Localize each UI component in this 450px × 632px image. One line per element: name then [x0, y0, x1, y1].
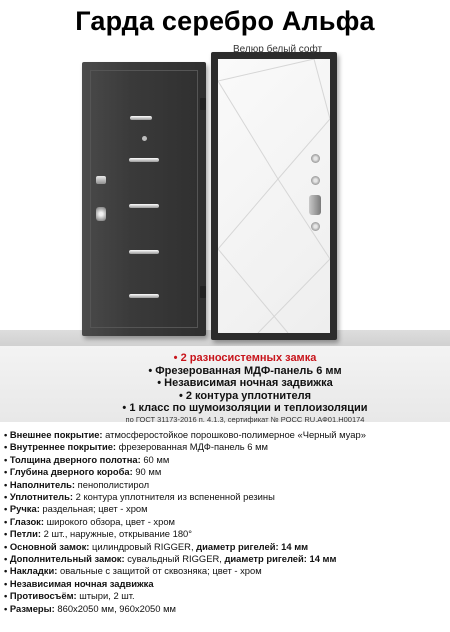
- certificate-note: по ГОСТ 31173-2016 п. 4.1.3, сертификат № РОСС RU.АФ01.Н00174: [125, 414, 365, 424]
- spec-row: [4, 503, 448, 515]
- spec-key: • Петли:: [4, 528, 42, 540]
- keyhole-cover-icon: [311, 222, 320, 231]
- night-latch-icon: [311, 154, 320, 163]
- door-handle-icon: [96, 176, 106, 184]
- thumb-turn-icon: [311, 176, 320, 185]
- spec-value: атмосферостойкое порошково-полимерное «Черный муар»: [102, 429, 366, 440]
- door-front-frame: [90, 70, 198, 328]
- spec-value: 860х2050 мм, 960х2050 мм: [54, 602, 176, 614]
- spec-row: [4, 441, 448, 453]
- chrome-insert: [129, 250, 159, 254]
- peephole-icon: [142, 136, 147, 141]
- spec-key: • Уплотнитель:: [4, 491, 74, 503]
- spec-row: [4, 528, 448, 540]
- spec-row: [4, 590, 448, 602]
- spec-key: • Глазок:: [4, 515, 44, 527]
- hinge-icon: [200, 286, 206, 298]
- lock-cylinder-icon: [96, 207, 106, 221]
- spec-row: [4, 491, 448, 503]
- feature-item: • 2 контура уплотнителя: [178, 389, 312, 402]
- finish-caption: Велюр белый софт: [233, 44, 323, 55]
- spec-key: • Внутреннее покрытие:: [4, 441, 117, 453]
- spec-key: • Ручка:: [4, 503, 40, 515]
- spec-key: • Основной замок:: [4, 540, 90, 552]
- spec-value: 2 шт., наружные, открывание 180°: [41, 528, 193, 540]
- spec-key: • Дополнительный замок:: [4, 553, 125, 565]
- specs-list: [4, 429, 448, 615]
- spec-key: • Глубина дверного короба:: [4, 466, 133, 478]
- spec-key: • Независимая ночная задвижка: [4, 577, 154, 589]
- spec-value: 60 мм: [140, 453, 170, 465]
- spec-value: раздельная; цвет - хром: [39, 503, 148, 515]
- spec-value: широкого обзора, цвет - хром: [44, 515, 175, 527]
- chrome-insert: [129, 294, 159, 298]
- spec-key: • Внешнее покрытие:: [4, 429, 103, 440]
- hinge-icon: [200, 98, 206, 110]
- chrome-insert: [129, 158, 159, 162]
- spec-row: [4, 565, 448, 577]
- door-handle-icon: [309, 195, 321, 215]
- spec-row: [4, 479, 448, 491]
- spec-key: • Накладки:: [4, 565, 58, 577]
- spec-key: • Противосъём:: [4, 590, 77, 602]
- feature-item: • 2 разносистемных замка: [173, 352, 317, 364]
- spec-key: • Наполнитель:: [4, 478, 76, 490]
- spec-row: [4, 429, 448, 441]
- features-list: [0, 352, 450, 425]
- chrome-insert: [130, 116, 152, 120]
- spec-row: [4, 454, 448, 466]
- spec-value: овальные с защитой от сквозняка; цвет - хром: [57, 565, 262, 577]
- spec-row: [4, 466, 448, 478]
- spec-value: сувальдный RIGGER,: [124, 553, 222, 565]
- spec-value: 2 контура уплотнителя из вспененной резины: [73, 491, 275, 503]
- page-title: Гарда серебро Альфа: [75, 6, 375, 36]
- spec-value: цилиндровый RIGGER,: [89, 540, 194, 552]
- door-back-view: [211, 52, 337, 340]
- door-front-view: [82, 62, 206, 336]
- feature-item: • Независимая ночная задвижка: [157, 377, 333, 389]
- spec-value: штыри, 2 шт.: [76, 590, 135, 602]
- feature-item: • 1 класс по шумоизоляции и теплоизоляции: [122, 402, 368, 414]
- spec-value-bold: диаметр ригелей: 14 мм: [221, 553, 337, 565]
- spec-key: • Размеры:: [4, 602, 55, 614]
- spec-row: [4, 516, 448, 528]
- spec-row: [4, 603, 448, 615]
- spec-value-bold: диаметр ригелей: 14 мм: [193, 540, 309, 552]
- spec-row: [4, 578, 448, 590]
- spec-key: • Толщина дверного полотна:: [4, 453, 141, 465]
- chrome-insert: [129, 204, 159, 208]
- spec-row: [4, 541, 448, 553]
- spec-value: 90 мм: [132, 466, 162, 478]
- spec-value: фрезерованная МДФ-панель 6 мм: [116, 441, 269, 453]
- spec-value: пенополистирол: [75, 478, 150, 490]
- spec-row: [4, 553, 448, 565]
- feature-item: • Фрезерованная МДФ-панель 6 мм: [148, 364, 342, 377]
